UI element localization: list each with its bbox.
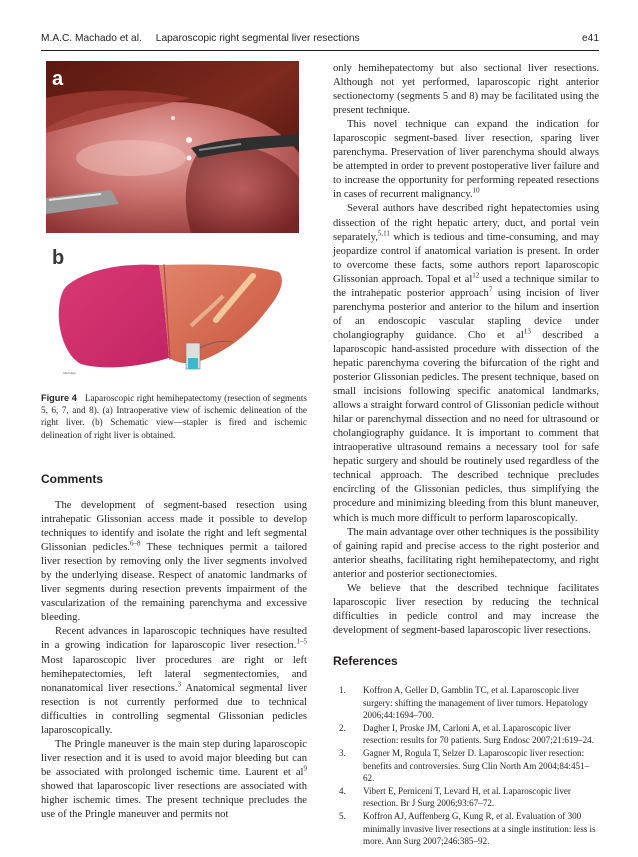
figure-caption-label: Figure 4 <box>41 393 77 403</box>
body-paragraph: only hemihepatectomy but also sectional liver resections. Although not yet performed, laparoscopic right anterior sectionectomy (segments 5 and 8) may be facilitated using the present technique. <box>333 63 599 117</box>
panel-b-label: b <box>52 247 65 269</box>
left-lobe-shape <box>59 265 169 368</box>
comments-body <box>41 499 307 822</box>
figure-4 <box>41 58 307 384</box>
reference-item: 5. Koffron AJ, Auffenberg G, Kung R, et al. Evaluation of 300 minimally invasive liver resections at a single institution: less is more. Ann Surg 2007;246:385–92. <box>339 810 596 847</box>
panel-b-schematic <box>46 236 299 378</box>
header-authors: M.A.C. Machado et al. <box>41 33 142 44</box>
figure-caption <box>41 392 307 441</box>
header-rule <box>41 50 599 51</box>
reference-item: 2. Dagher I, Proske JM, Carloni A, et al. Laparoscopic liver resection: results for 70 patients. Surg Endosc 2007;21:619–24. <box>339 722 594 746</box>
references-list <box>333 684 599 848</box>
panel-a-label: a <box>52 68 64 90</box>
references-heading: References <box>333 654 398 668</box>
comments-paragraph: The Pringle maneuver is the main step during laparoscopic liver resection and it is used to avoid major bleeding but can be associated with prolonged ischemic time. Laurent et $al^9$ showed that laparoscopic liver resections are associated with higher ischemic times. The present technique precludes the use of the Pringle maneuver and permits not <box>41 738 307 821</box>
comments-paragraph: Recent advances in laparoscopic techniques have resulted in a growing indication for laparoscopic liver resection.$^{1-5}$ Most laparoscopic liver procedures are right or left hemihepatectomies, left lateral segmentectomies, and nonanatomical liver resections.$^3$ Anatomical segmental liver resection is not currently performed due to technical difficulties in controlling segmental Glissonian pedicles laparoscopically. <box>41 626 307 736</box>
running-header <box>41 33 599 47</box>
figure-4-graphic <box>41 58 307 384</box>
figure-caption-text: Laparoscopic right hemihepatectomy (resection of segments 5, 6, 7, and 8). (a) Intraoperative view of ischemic delineation of the right liver. (b) Schematic view—stapler is fired and ischemic delineation of right liver is obtained. <box>41 393 307 440</box>
right-column-body <box>333 62 599 638</box>
header-title: Laparoscopic right segmental liver resections <box>155 33 360 44</box>
body-paragraph: The main advantage over other techniques is the possibility of gaining rapid and precise access to the right posterior and anterior sheaths, facilitating right hemihepatectomy, and right anterior and posterior sectionectomies. <box>333 526 599 580</box>
comments-paragraph: The development of segment-based resection using intrahepatic Glissonian access made it possible to develop techniques to identify and isolate the right and left segmental Glissonian pedicles.$^{6-8}$ These techniques permit a tailored liver resection by removing only the liver segments involved by the underlying disease. Respect of anatomic landmarks of liver segments during resection prevents impairment of the vascularization of the remaining parenchyma and excessive bleeding. <box>41 500 308 624</box>
reference-item: 1. Koffron A, Geller D, Gamblin TC, et al. Laparoscopic liver surgery: shifting the management of liver tumors. Hepatology 2006;44:1694–700. <box>339 685 589 721</box>
body-paragraph: We believe that the described technique facilitates laparoscopic liver resection by reducing the technical difficulties in pedicle control and may increase the development of segment-based laparoscopic liver resections. <box>333 582 599 636</box>
comments-heading: Comments <box>41 472 104 486</box>
body-paragraph: This novel technique can expand the indication for laparoscopic segment-based liver resection, sparing liver parenchyma. Preservation of liver parenchyma should always be attempted in order to prevent postoperative liver failure and to increase the opportunity for performing repeated resections in cases of recurrent malignancy.$^{10}$ <box>333 119 599 201</box>
illustrator-signature: Morolaju <box>63 371 77 375</box>
panel-a-photo <box>46 61 299 233</box>
reference-item: 4. Vibert E, Perniceni T, Levard H, et al. Laparoscopic liver resection. Br J Surg 2006;93:67–72. <box>339 785 571 809</box>
body-paragraph: Several authors have described right hepatectomies using dissection of the right hepatic artery, duct, and portal vein separately,$^{5,11}$ which is tedious and time-consuming, and may jeopardize control if anatomical variation is present. In order to overcome these facts, some authors report laparoscopic Glissonian approach. Topal et $al^{12}$ used a technique similar to the intrahepatic posterior approach$^7$ using incision of liver parenchyma posterior and anterior to the hilum and insertion of an endoscopic vascular stapling device under cholangiography guidance. Cho et $al^{13}$ described a laparoscopic hand-assisted procedure with dissection of the hepatic parenchyma covering the bifurcation of the right and posterior Glissonian pedicles. The present technique, based on small incisions following specific anatomical landmarks, allows a straight forward control of Glissonian pedicle without hilar or parenchymal dissection and no need for ultrasound or cholangiography guidance. It is important to comment that intraoperative ultrasound remains a necessary tool for safe hepatic surgery and should be routinely used regardless of the technical approach. The described technique precludes encircling of the Glissonian pedicles, thus simplifying the procedure and minimizing bleeding from this blunt maneuver, which is much more difficult to perform laparoscopically. <box>333 203 599 524</box>
page-number: e41 <box>582 33 599 44</box>
reference-item: 3. Gagner M, Rogula T, Selzer D. Laparoscopic liver resection: benefits and controversies. Surg Clin North Am 2004;84:451–62. <box>339 747 590 784</box>
